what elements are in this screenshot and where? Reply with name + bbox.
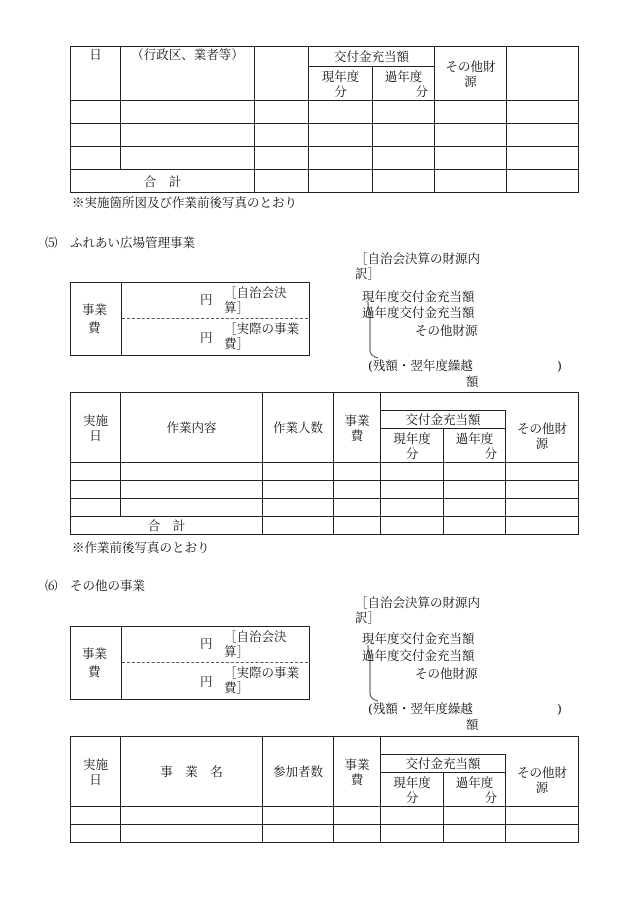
section6-title: ⑹ その他の事業 xyxy=(45,578,146,593)
total-row xyxy=(71,517,579,535)
s5-fin-past: 過年度交付金充当額 xyxy=(362,305,475,320)
s6-event-table xyxy=(70,736,579,843)
header-place: （行政区、業者等） xyxy=(121,47,255,101)
s6-fin-past: 過年度交付金充当額 xyxy=(362,648,475,663)
s5-remain: (残額・翌年度繰越 xyxy=(368,358,473,373)
s5-jigyohi: 事業 xyxy=(82,302,108,317)
s6-h-other: その他財 源 xyxy=(506,755,579,807)
s5-kessan: ［自治会決 算］ xyxy=(224,285,287,315)
s5-yen1: 円 xyxy=(200,292,213,307)
s6-fin-title: ［自治会決算の財源内 訳］ xyxy=(355,595,481,625)
table-row xyxy=(71,481,579,499)
s6-h-grant: 交付金充当額 xyxy=(381,755,506,773)
s6-yen2: 円 xyxy=(200,674,213,689)
s5-brace xyxy=(366,302,380,360)
s5-note: ※作業前後写真のとおり xyxy=(72,540,210,555)
s6-brace xyxy=(366,645,380,703)
s6-h-current: 現年度 分 xyxy=(381,773,444,807)
table-row xyxy=(71,124,579,147)
s6-kessan: ［自治会決 算］ xyxy=(224,629,287,659)
s5-h-past: 過年度 分 xyxy=(444,429,506,463)
s6-h-cost: 事業 費 xyxy=(334,737,381,807)
s5-h-people: 作業人数 xyxy=(263,393,334,463)
s6-jissai: ［実際の事業 費］ xyxy=(224,665,300,695)
s6-h-name: 事 業 名 xyxy=(121,737,263,807)
header-other: その他財 源 xyxy=(435,47,507,101)
s5-yen2: 円 xyxy=(200,330,213,345)
note-site-map: ※実施箇所図及び作業前後写真のとおり xyxy=(72,195,298,210)
header-grant: 交付金充当額 xyxy=(309,47,435,67)
header-past: 過年度 分 xyxy=(373,67,435,101)
s5-total-label: 合 計 xyxy=(71,517,263,535)
top-table xyxy=(70,46,579,193)
s5-work-table xyxy=(70,392,579,535)
s5-h-cost: 事業 費 xyxy=(334,393,381,463)
header-blank2 xyxy=(507,47,579,101)
table-row xyxy=(71,807,579,825)
s6-h-day: 実施 日 xyxy=(71,737,121,807)
s6-h-participants: 参加者数 xyxy=(263,737,334,807)
s5-fin-title: ［自治会決算の財源内 訳］ xyxy=(355,251,481,281)
header-day: 日 xyxy=(71,47,121,101)
s6-remain: (残額・翌年度繰越 xyxy=(368,701,473,716)
s6-h-past: 過年度 分 xyxy=(444,773,506,807)
s5-h-grant: 交付金充当額 xyxy=(381,411,506,429)
s5-h-content: 作業内容 xyxy=(121,393,263,463)
table-row xyxy=(71,463,579,481)
s5-fin-current: 現年度交付金充当額 xyxy=(362,289,475,304)
header-blank xyxy=(255,47,309,101)
table-row xyxy=(71,499,579,517)
s6-jigyohi: 事業 xyxy=(82,646,108,661)
s6-fin-current: 現年度交付金充当額 xyxy=(362,631,475,646)
table-row xyxy=(71,101,579,124)
section5-title: ⑸ ふれあい広場管理事業 xyxy=(45,235,196,250)
s5-jissai: ［実際の事業 費］ xyxy=(224,321,300,351)
s5-fin-other: その他財源 xyxy=(415,323,478,338)
table-row xyxy=(71,147,579,170)
total-row xyxy=(71,170,579,193)
s5-h-current: 現年度 分 xyxy=(381,429,444,463)
header-current: 現年度 分 xyxy=(309,67,373,101)
s5-h-other: その他財 源 xyxy=(506,411,579,463)
table-row xyxy=(71,825,579,843)
total-label: 合 計 xyxy=(71,170,255,193)
s6-fin-other: その他財源 xyxy=(415,666,478,681)
s6-yen1: 円 xyxy=(200,636,213,651)
s5-h-day: 実施 日 xyxy=(71,393,121,463)
